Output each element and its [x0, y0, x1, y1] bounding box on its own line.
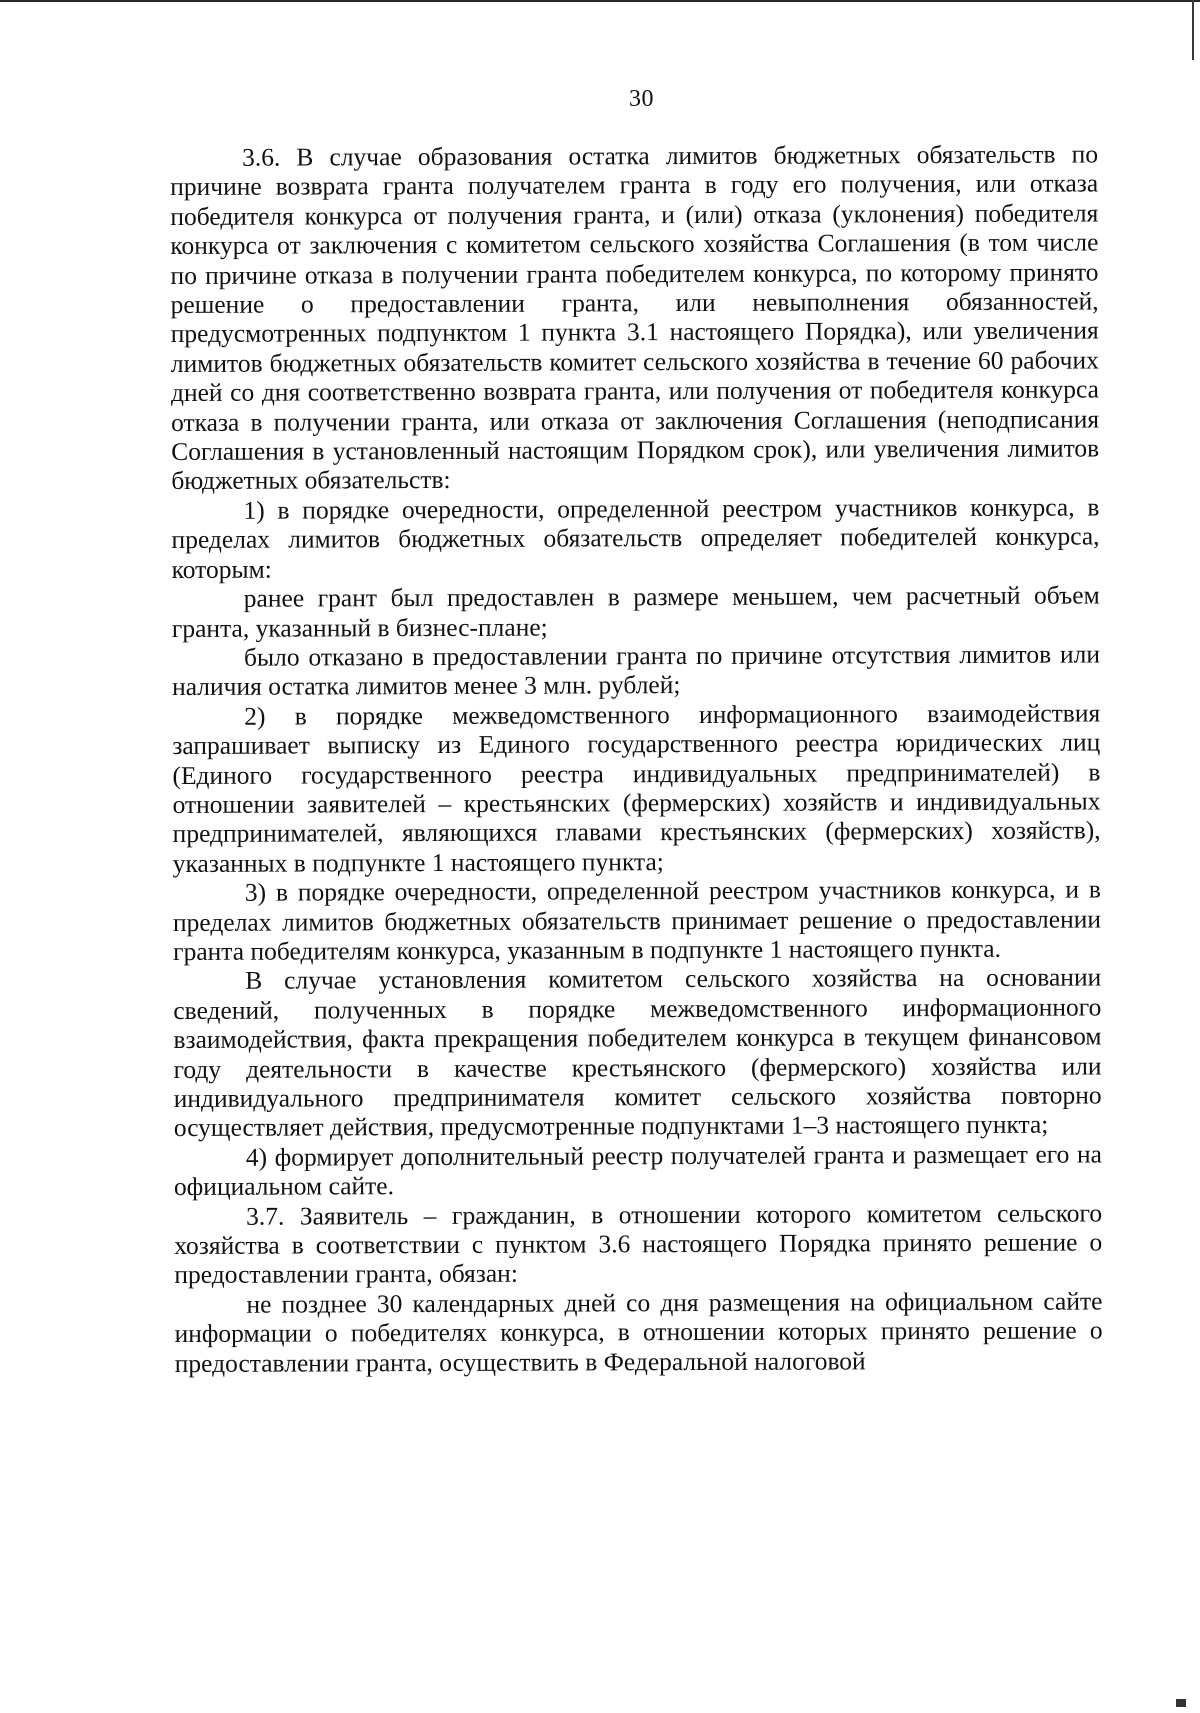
paragraph-3-6: 3.6. В случае образования остатка лимитов бюджетных обязательств по причине возврата гранта получателем гранта в году его получения, или отказа победителя конкурса от получения гранта, и (или) отказа (уклонения) победителя конкурса от заключения с комитетом сельского хозяйства Соглашения (в том числе по причине отказа в получении гранта победителем конкурса, по которому принято решение о предоставлении гранта, или невыполнения обязанностей, предусмотренных подпунктом 1 пункта 3.1 настоящего Порядка), или увеличения лимитов бюджетных обязательств комитет сельского хозяйства в течение 60 рабочих дней со дня соответственно возврата гранта, или получения от победителя конкурса отказа в получении гранта, или отказа от заключения Соглашения (неподписания Соглашения в установленный настоящим Порядком срок), или увеличения лимитов бюджетных обязательств: [170, 139, 1100, 496]
paragraph-3-7: 3.7. Заявитель – гражданин, в отношении которого комитетом сельского хозяйства в соответствии с пунктом 3.6 настоящего Порядка принято решение о предоставлении гранта, обязан: [174, 1198, 1103, 1290]
scan-edge-top [0, 0, 1200, 2]
paragraph-condition-smaller-grant: ранее грант был предоставлен в размере меньшем, чем расчетный объем гранта, указанный в бизнес-плане; [171, 580, 1100, 643]
paragraph-subitem-3: 3) в порядке очередности, определенной реестром участников конкурса, и в пределах лимитов бюджетных обязательств принимает решение о предоставлении гранта победителям конкурса, указанным в подпункте 1 настоящего пункта. [172, 874, 1102, 966]
paragraph-condition-refused: было отказано в предоставлении гранта по причине отсутствия лимитов или наличия остатка лимитов менее 3 млн. рублей; [172, 639, 1101, 702]
paragraph-deadline: не позднее 30 календарных дней со дня размещения на официальном сайте информации о победителях конкурса, в отношении которых принято решение о предоставлении гранта, осуществить в Федеральной налоговой [174, 1286, 1103, 1378]
scan-edge-right [1192, 0, 1194, 60]
scan-corner-mark [1176, 1699, 1186, 1707]
page-number: 30 [629, 86, 654, 112]
document-body [170, 139, 1103, 1378]
paragraph-subitem-2: 2) в порядке межведомственного информационного взаимодействия запрашивает выписку из Единого государственного реестра юридических лиц (Единого государственного реестра индивидуальных предпринимателей) в отношении заявителей – крестьянских (фермерских) хозяйств и индивидуальных предпринимателей, являющихся главами крестьянских (фермерских) хозяйств), указанных в подпункте 1 настоящего пункта; [172, 698, 1101, 878]
paragraph-subitem-4: 4) формирует дополнительный реестр получателей гранта и размещает его на официальном сайте. [173, 1139, 1102, 1202]
paragraph-termination-case: В случае установления комитетом сельского хозяйства на основании сведений, полученных в порядке межведомственного информационного взаимодействия, факта прекращения победителем конкурса в текущем финансовом году деятельности в качестве крестьянского (фермерского) хозяйства или индивидуального предпринимателя комитет сельского хозяйства повторно осуществляет действия, предусмотренные подпунктами 1–3 настоящего пункта; [173, 962, 1102, 1143]
paragraph-subitem-1: 1) в порядке очередности, определенной реестром участников конкурса, в пределах лимитов бюджетных обязательств определяет победителей конкурса, которым: [171, 492, 1100, 584]
